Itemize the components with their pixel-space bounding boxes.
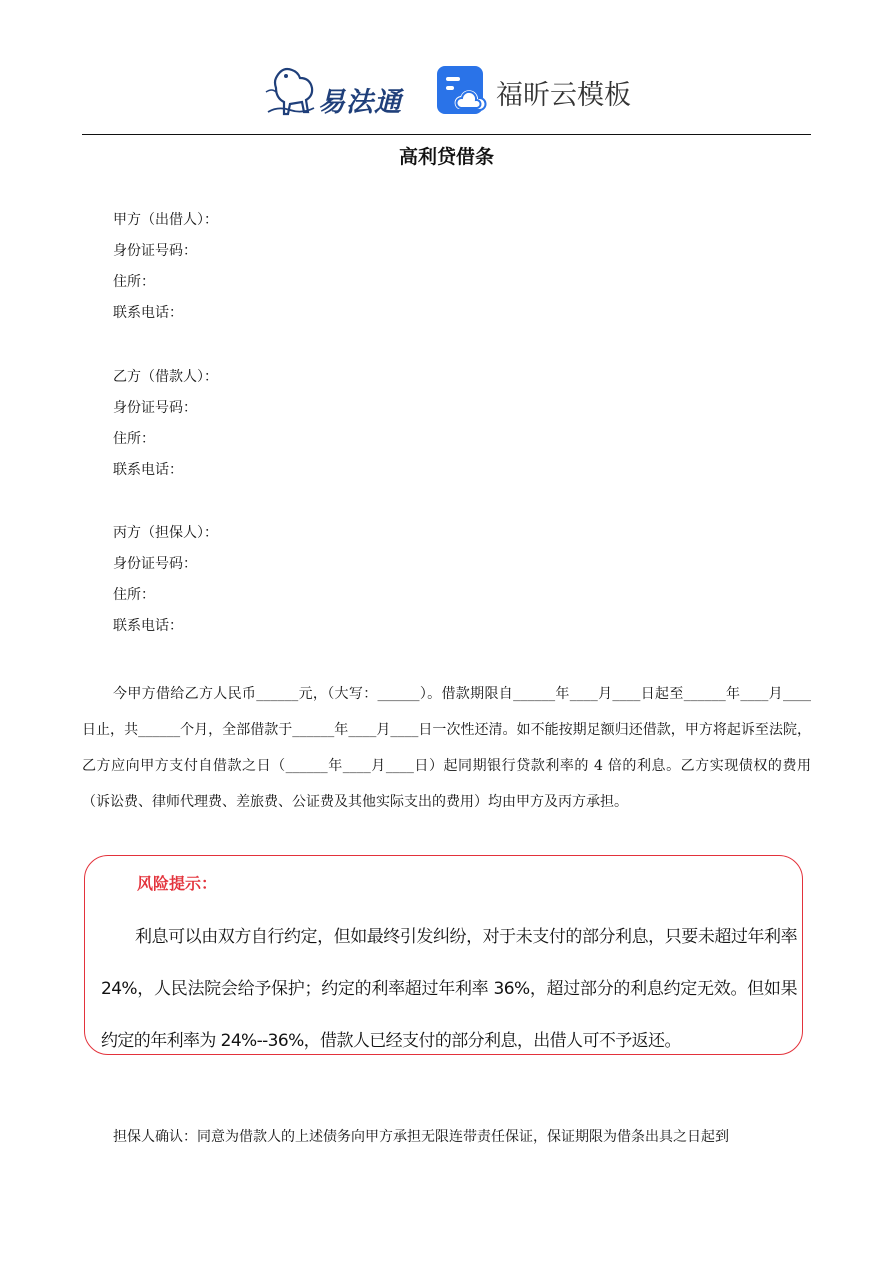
party-role: 丙方（担保人）： [113,525,218,541]
foxit-template-logo [436,64,636,118]
horse-logo-icon [262,62,320,120]
party-id-label: 身份证号码： [113,243,197,259]
party-role: 乙方（借款人）： [113,369,218,385]
party-address-label: 住所： [113,431,155,447]
document-header [0,52,893,127]
party-address-label: 住所： [113,587,155,603]
brand-right-name: 福昕云模板 [496,80,631,111]
party-guarantor [113,518,218,642]
party-borrower [113,362,218,486]
party-phone-label: 联系电话： [113,462,183,478]
risk-text: 利息可以由双方自行约定，但如最终引发纠纷，对于未支付的部分利息，只要未超过年利率 24%，人民法院会给予保护；约定的利率超过年利率 36%，超过部分的利息约定无效。但如果约定的年利率为 24%--36%，借款人已经支付的部分利息，出借人可不予返还。 [101,927,797,1051]
header-rule [82,134,811,135]
party-phone-label: 联系电话： [113,618,183,634]
risk-heading: 风险提示： [137,874,218,893]
party-phone-label: 联系电话： [113,305,183,321]
party-id-label: 身份证号码： [113,400,197,416]
party-lender [113,205,218,329]
yifatong-logo [262,62,412,120]
loan-terms-paragraph: 今甲方借给乙方人民币______元，（大写：______）。借款期限自______年____月____日起至______年____月____日止，共______个月，全部借款于______年____月____日一次性还清。如不能按期足额归还借款，甲方将起诉至法院，乙方应向甲方支付自借款之日（______年____月____日）起同期银行贷款利率的 4 倍的利息。乙方实现债权的费用（诉讼费、律师代理费、差旅费、公证费及其他实际支出的费用）均由甲方及丙方承担。 [82,686,811,810]
guarantor-confirmation: 担保人确认：同意为借款人的上述债务向甲方承担无限连带责任保证，保证期限为借条出具之日起到 [113,1129,729,1145]
party-address-label: 住所： [113,274,155,290]
document-cloud-icon [436,64,488,118]
party-role: 甲方（出借人）： [113,212,218,228]
risk-warning-box [84,855,803,1055]
party-id-label: 身份证号码： [113,556,197,572]
document-title: 高利贷借条 [398,146,494,168]
brand-left-name: 易法通 [318,87,402,118]
